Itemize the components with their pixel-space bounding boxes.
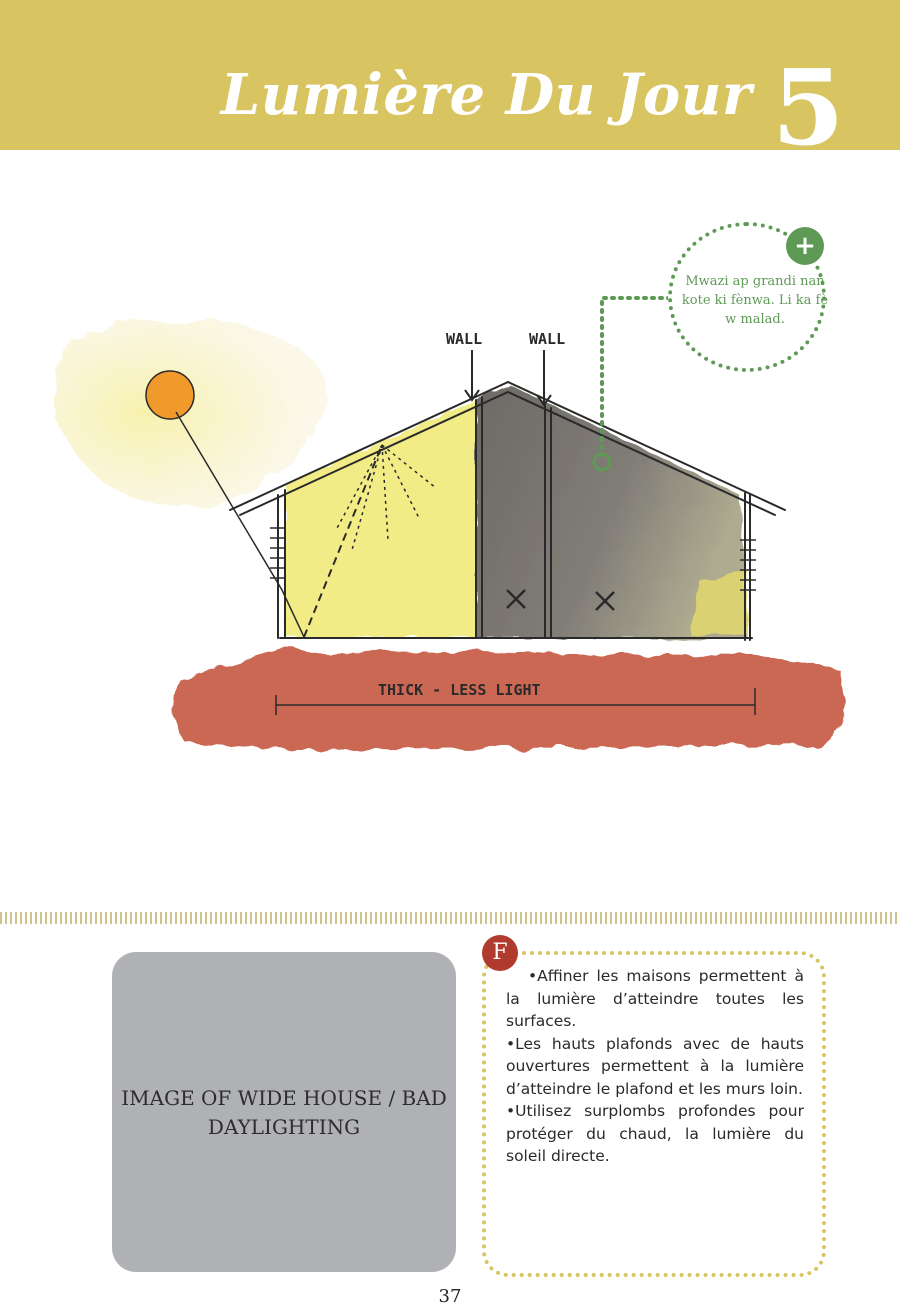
daylight-tips-box (482, 951, 826, 1277)
section-divider (0, 912, 900, 924)
section-badge: F (482, 935, 518, 971)
chapter-banner (0, 0, 900, 169)
plus-icon: + (786, 227, 824, 265)
sky-glow-wash (54, 320, 324, 507)
lit-interior (285, 400, 476, 637)
image-placeholder-text: IMAGE OF WIDE HOUSE / BAD DAYLIGHTING (121, 1086, 447, 1139)
chapter-number: 5 (772, 46, 845, 169)
tip-item: •Les hauts plafonds avec de hauts ouvertures permettent à la lumière d’atteindre le plafond et les murs loin. (506, 1034, 804, 1098)
image-placeholder (112, 952, 456, 1272)
tips-text (506, 965, 804, 1168)
thickness-label: THICK - LESS LIGHT (378, 681, 541, 699)
chapter-title: Lumière Du Jour (220, 62, 752, 128)
sun (146, 371, 194, 419)
page-number: 37 (438, 1286, 462, 1307)
callout-leader (602, 298, 670, 455)
wall-label-left: WALL (446, 330, 483, 348)
wall-label-right: WALL (529, 330, 566, 348)
tip-item: •Affiner les maisons permettent à la lumière d’atteindre toutes les surfaces. (506, 967, 804, 1030)
ground-wash (174, 650, 844, 750)
callout-text: Mwazi ap grandi nan kote ki fènwa. Li ka fè w malad. (681, 274, 829, 327)
tip-item: •Utilisez surplombs profondes pour protéger du chaud, la lumière du soleil directe. (506, 1102, 804, 1165)
